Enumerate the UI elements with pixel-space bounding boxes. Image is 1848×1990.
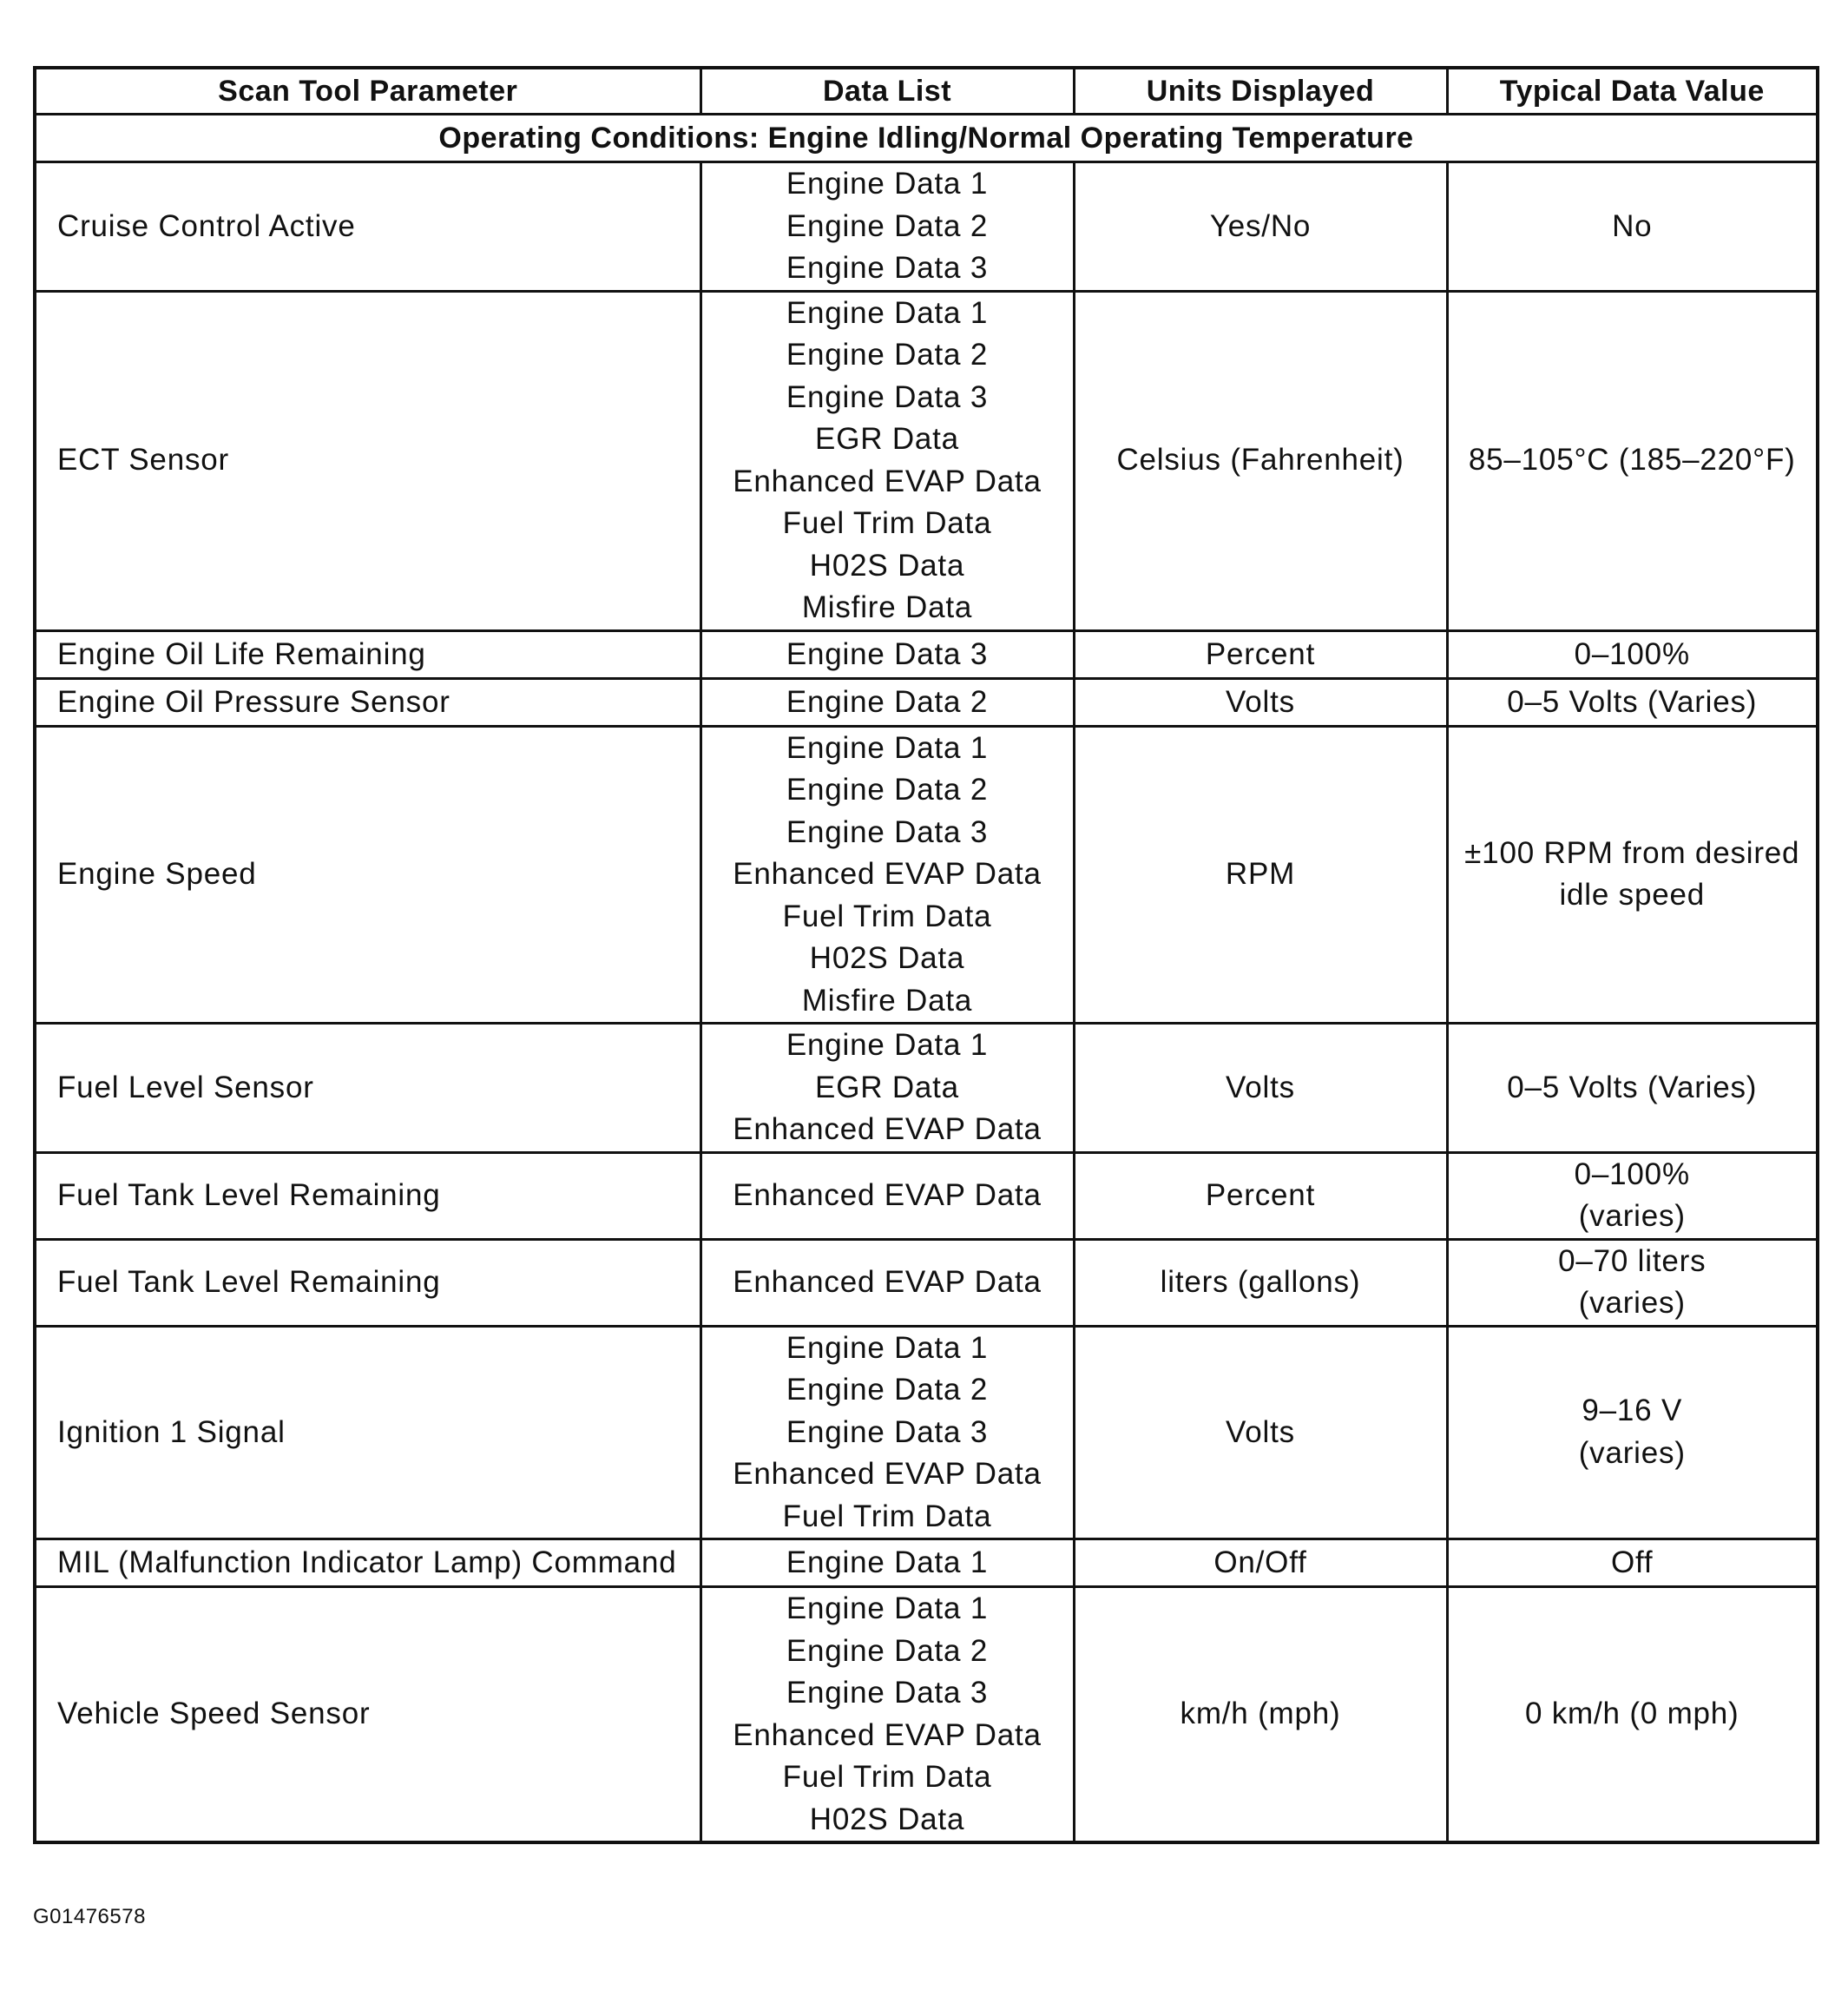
table-row (35, 1239, 1818, 1326)
typical-value-line: 0–70 liters (1558, 1243, 1707, 1278)
data-list-cell (700, 1152, 1074, 1239)
operating-conditions-heading: Operating Conditions: Engine Idling/Normal Operating Temperature (35, 115, 1818, 162)
units-cell (1074, 1587, 1447, 1843)
data-list-item: Engine Data 1 (786, 730, 989, 765)
parameter-cell (35, 162, 700, 292)
typical-value-cell (1447, 1152, 1818, 1239)
typical-value-line: 85–105°C (185–220°F) (1468, 443, 1796, 478)
typical-value-line: ±100 RPM from desired (1464, 835, 1800, 870)
units-value: Volts (1226, 684, 1295, 719)
typical-value-line: Off (1611, 1545, 1654, 1579)
units-value: Percent (1205, 636, 1316, 671)
units-value: Volts (1226, 1414, 1295, 1449)
data-list-item: Engine Data 2 (786, 773, 989, 807)
typical-value-line: idle speed (1559, 878, 1706, 913)
table-row (35, 678, 1818, 726)
data-list-item: Engine Data 3 (786, 251, 989, 285)
parameter-cell (35, 1152, 700, 1239)
typical-value-cell (1447, 678, 1818, 726)
section-row (35, 115, 1818, 162)
parameter-cell (35, 630, 700, 678)
data-list-item: Engine Data 3 (786, 814, 989, 849)
data-list-item: Fuel Trim Data (782, 899, 992, 933)
typical-value-cell (1447, 1239, 1818, 1326)
table-row (35, 162, 1818, 292)
data-list-item: Engine Data 2 (786, 1373, 989, 1407)
typical-value-line: (varies) (1578, 1435, 1686, 1470)
data-list-item: Fuel Trim Data (782, 506, 992, 540)
data-list-item: Engine Data 3 (786, 379, 989, 414)
typical-value-cell (1447, 1326, 1818, 1539)
data-list-cell (700, 291, 1074, 630)
data-list-item: Engine Data 2 (786, 338, 989, 372)
data-list-cell (700, 726, 1074, 1024)
units-cell (1074, 1024, 1447, 1153)
data-list-item: Engine Data 1 (786, 167, 989, 201)
data-list-cell (700, 1587, 1074, 1843)
parameter-name: Engine Speed (57, 857, 257, 891)
data-list-cell (700, 1326, 1074, 1539)
table-row (35, 1539, 1818, 1587)
data-list-item: Engine Data 3 (786, 636, 989, 671)
units-cell (1074, 726, 1447, 1024)
data-list-item: Enhanced EVAP Data (733, 1177, 1042, 1212)
parameter-cell (35, 1587, 700, 1843)
data-list-cell (700, 678, 1074, 726)
data-list-item: Engine Data 2 (786, 1633, 989, 1668)
data-list-item: EGR Data (815, 1070, 959, 1104)
units-value: Yes/No (1209, 208, 1312, 243)
table-row (35, 1152, 1818, 1239)
units-value: km/h (mph) (1180, 1697, 1341, 1731)
parameter-name: Vehicle Speed Sensor (57, 1697, 371, 1731)
table-row (35, 726, 1818, 1024)
typical-value-cell (1447, 1539, 1818, 1587)
units-value: Percent (1205, 1177, 1316, 1212)
data-list-item: Enhanced EVAP Data (733, 1457, 1042, 1491)
data-list-item: Fuel Trim Data (782, 1760, 992, 1794)
units-value: RPM (1225, 857, 1296, 891)
table-row (35, 1587, 1818, 1843)
units-value: Celsius (Fahrenheit) (1116, 443, 1404, 478)
parameter-name: MIL (Malfunction Indicator Lamp) Command (57, 1545, 677, 1579)
units-cell (1074, 291, 1447, 630)
table-row (35, 291, 1818, 630)
units-cell (1074, 678, 1447, 726)
units-value: On/Off (1213, 1545, 1307, 1579)
parameter-cell (35, 1239, 700, 1326)
typical-value-cell (1447, 726, 1818, 1024)
typical-value-line: 9–16 V (1582, 1394, 1683, 1428)
units-cell (1074, 630, 1447, 678)
data-list-item: Engine Data 1 (786, 295, 989, 330)
parameter-name: Fuel Level Sensor (57, 1070, 314, 1104)
units-cell (1074, 1326, 1447, 1539)
data-list-item: Engine Data 3 (786, 1414, 989, 1449)
table-row (35, 630, 1818, 678)
data-list-item: Engine Data 2 (786, 208, 989, 243)
parameter-name: Fuel Tank Level Remaining (57, 1264, 441, 1299)
data-list-item: Misfire Data (801, 983, 973, 1018)
data-list-cell (700, 1239, 1074, 1326)
units-cell (1074, 1152, 1447, 1239)
header-units-displayed: Units Displayed (1074, 68, 1447, 115)
data-list-cell (700, 162, 1074, 292)
parameter-cell (35, 678, 700, 726)
parameter-cell (35, 726, 700, 1024)
typical-value-cell (1447, 162, 1818, 292)
data-list-cell (700, 1539, 1074, 1587)
parameter-cell (35, 1539, 700, 1587)
typical-value-line: (varies) (1578, 1286, 1686, 1320)
data-list-cell (700, 1024, 1074, 1153)
typical-value-line: 0–100% (1574, 1156, 1690, 1191)
header-typical-data-value: Typical Data Value (1447, 68, 1818, 115)
data-list-item: Engine Data 3 (786, 1676, 989, 1710)
data-list-item: Enhanced EVAP Data (733, 1112, 1042, 1146)
units-value: Volts (1226, 1070, 1295, 1104)
typical-value-line: No (1612, 208, 1653, 243)
typical-value-line: 0 km/h (0 mph) (1524, 1697, 1739, 1731)
parameter-name: ECT Sensor (57, 443, 229, 478)
typical-value-line: 0–100% (1574, 636, 1690, 671)
typical-value-cell (1447, 630, 1818, 678)
data-list-cell (700, 630, 1074, 678)
table-row (35, 1326, 1818, 1539)
parameter-name: Cruise Control Active (57, 208, 356, 243)
data-list-item: Engine Data 1 (786, 1028, 989, 1062)
parameter-cell (35, 1326, 700, 1539)
data-list-item: H02S Data (809, 1802, 965, 1836)
data-list-item: Fuel Trim Data (782, 1499, 992, 1533)
parameter-cell (35, 1024, 700, 1153)
scan-tool-data-table (33, 66, 1819, 1844)
parameter-cell (35, 291, 700, 630)
data-list-item: Enhanced EVAP Data (733, 1264, 1042, 1299)
data-list-item: Engine Data 1 (786, 1330, 989, 1365)
typical-value-line: (varies) (1578, 1199, 1686, 1233)
data-list-item: Enhanced EVAP Data (733, 464, 1042, 498)
units-cell (1074, 1239, 1447, 1326)
parameter-name: Fuel Tank Level Remaining (57, 1177, 441, 1212)
table-body (35, 115, 1818, 1843)
units-cell (1074, 162, 1447, 292)
data-list-item: H02S Data (809, 941, 965, 975)
typical-value-cell (1447, 1587, 1818, 1843)
data-list-item: Enhanced EVAP Data (733, 1717, 1042, 1752)
parameter-name: Engine Oil Life Remaining (57, 636, 426, 671)
units-cell (1074, 1539, 1447, 1587)
header-row (35, 68, 1818, 115)
data-list-item: EGR Data (815, 422, 959, 456)
typical-value-cell (1447, 1024, 1818, 1153)
typical-value-line: 0–5 Volts (Varies) (1507, 684, 1758, 719)
data-list-item: H02S Data (809, 548, 965, 583)
parameter-name: Ignition 1 Signal (57, 1414, 286, 1449)
header-scan-tool-parameter: Scan Tool Parameter (35, 68, 700, 115)
data-list-item: Enhanced EVAP Data (733, 857, 1042, 891)
data-list-item: Misfire Data (801, 590, 973, 624)
typical-value-line: 0–5 Volts (Varies) (1507, 1070, 1758, 1104)
data-list-item: Engine Data 1 (786, 1545, 989, 1579)
data-list-item: Engine Data 2 (786, 684, 989, 719)
figure-id: G01476578 (33, 1905, 146, 1928)
data-list-item: Engine Data 1 (786, 1591, 989, 1625)
parameter-name: Engine Oil Pressure Sensor (57, 684, 450, 719)
typical-value-cell (1447, 291, 1818, 630)
units-value: liters (gallons) (1160, 1264, 1361, 1299)
header-data-list: Data List (700, 68, 1074, 115)
table-row (35, 1024, 1818, 1153)
